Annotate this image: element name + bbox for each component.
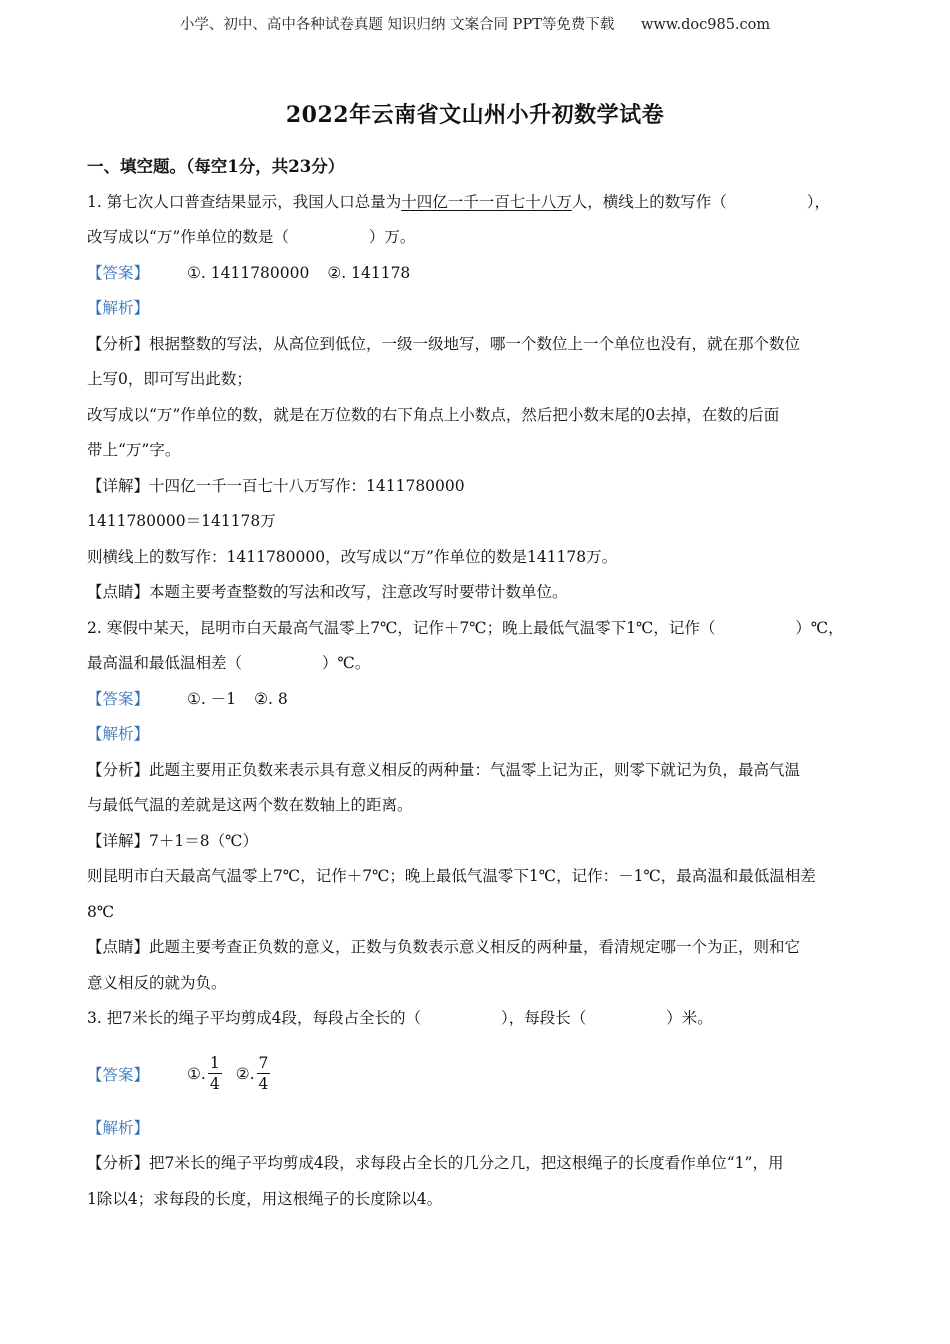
section-heading: 一、填空题。（每空1分，共23分） [87, 157, 345, 176]
page-title: 2022年云南省文山州小升初数学试卷 [285, 102, 665, 128]
q1-detail-1 [87, 469, 867, 505]
q3-answer-1-prefix: ①. [187, 1064, 206, 1083]
q2-line-2 [87, 646, 867, 682]
fenxi-label: 【分析】 [87, 334, 150, 353]
q3-answer-1-denominator: 4 [209, 1075, 220, 1093]
dianjing-label: 【点睛】 [87, 938, 150, 956]
q1-line2a: 改写成以“万”作单位的数是（ [87, 228, 289, 246]
q1-fenxi-text-1: 根据整数的写法，从高位到低位，一级一级地写，哪一个数位上一个单位也没有，就在那个数位 [149, 334, 801, 353]
detail-label: 【详解】 [87, 476, 150, 495]
header-site: www.doc985.com [640, 17, 771, 33]
answer-label: 【答案】 [87, 1065, 150, 1084]
q1-line2b: ）万。 [368, 228, 416, 246]
q3-fenxi-2: 1除以4；求每段的长度，用这根绳子的长度除以4。 [87, 1189, 443, 1208]
q1-fenxi-2: 上写0，即可写出此数； [87, 370, 252, 388]
fenxi-label: 【分析】 [87, 1154, 150, 1172]
analysis-label: 【解析】 [87, 1118, 150, 1137]
q3-answer-2-denominator: 4 [258, 1075, 269, 1093]
q3-fenxi-text-1: 把7米长的绳子平均剪成4段，求每段占全长的几分之几，把这根绳子的长度看作单位“1”，用 [149, 1154, 784, 1172]
q2-dianjing-2: 意义相反的就为负。 [87, 973, 227, 992]
q3-line1b: ），每段长（ [500, 1009, 587, 1027]
q2-detail-3: 8℃ [87, 902, 115, 921]
q2-fenxi-2: 与最低气温的差就是这两个数在数轴上的距离。 [87, 796, 413, 814]
q2-fenxi-text-1: 此题主要用正负数来表示具有意义相反的两种量：气温零上记为正，则零下就记为负，最高气温 [149, 760, 801, 779]
q1-dianjing-text: 本题主要考查整数的写法和改写，注意改写时要带计数单位。 [149, 583, 568, 601]
q2-detail-1 [87, 824, 867, 860]
dianjing-label: 【点睛】 [87, 583, 150, 601]
detail-label: 【详解】 [87, 831, 150, 850]
header-text: 小学、初中、高中各种试卷真题 知识归纳 文案合同 PPT等免费下载 [179, 17, 615, 33]
q1-lead: 1. 第七次人口普查结果显示，我国人口总量为 [87, 192, 402, 211]
analysis-label: 【解析】 [87, 299, 150, 317]
q1-answer-2: ②. 141178 [327, 263, 411, 282]
q2-dianjing-text-1: 此题主要考查正负数的意义，正数与负数表示意义相反的两种量，看清规定哪一个为正，则和它 [149, 938, 801, 956]
q1-line-1 [87, 185, 867, 221]
q1-answer-1: ①. 1411780000 [187, 263, 310, 282]
analysis-label: 【解析】 [87, 725, 150, 743]
q2-answer-row [87, 682, 867, 718]
q1-fenxi-3: 改写成以“万”作单位的数，就是在万位数的右下角点上小数点，然后把小数末尾的0去掉，在数的后面 [87, 405, 780, 424]
q1-tail: 人，横线上的数写作（ [571, 192, 727, 211]
q3-answer-row [87, 1037, 867, 1111]
q1-dianjing [87, 575, 867, 611]
q1-detail-text-1: 十四亿一千一百七十八万写作：1411780000 [149, 476, 465, 495]
q1-fenxi-4: 带上“万”字。 [87, 441, 181, 459]
q3-answer-2-numerator: 7 [257, 1055, 271, 1074]
q3-answer-2-prefix: ②. [235, 1064, 255, 1083]
q1-line-2 [87, 220, 867, 256]
answer-label: 【答案】 [87, 263, 150, 282]
q3-answer-1-fraction [208, 1055, 222, 1093]
page-header [0, 13, 950, 34]
q1-answer-row [87, 256, 867, 292]
q3-fenxi-1 [87, 1146, 867, 1182]
document-body [87, 149, 867, 1217]
q2-dianjing-1 [87, 930, 867, 966]
fenxi-label: 【分析】 [87, 760, 150, 779]
q1-detail-3: 则横线上的数写作：1411780000，改写成以“万”作单位的数是141178万。 [87, 547, 618, 566]
q1-close: ）， [806, 192, 831, 211]
q1-underlined: 十四亿一千一百七十八万 [401, 192, 572, 211]
q3-line1a: 3. 把7米长的绳子平均剪成4段，每段占全长的（ [87, 1009, 421, 1027]
q2-line2b: ）℃。 [322, 654, 371, 672]
q2-answer-2: ②. 8 [254, 689, 288, 708]
q2-line2a: 最高温和最低温相差（ [87, 654, 243, 672]
answer-label: 【答案】 [87, 689, 150, 708]
q2-detail-2: 则昆明市白天最高气温零上7℃，记作＋7℃；晚上最低气温零下1℃，记作：－1℃，最高温和最低温相差 [87, 867, 816, 885]
q2-answer-1: ①. －1 [187, 689, 237, 708]
q2-detail-text-1: 7＋1＝8（℃） [149, 831, 258, 850]
q3-answer-2-fraction [257, 1055, 271, 1093]
q2-fenxi-1 [87, 753, 867, 789]
q1-detail-2: 1411780000＝141178万 [87, 512, 276, 530]
q2-line-1 [87, 611, 867, 647]
q2-line1b: ）℃， [795, 618, 844, 637]
q2-line1a: 2. 寒假中某天，昆明市白天最高气温零上7℃，记作＋7℃；晚上最低气温零下1℃，记作（ [87, 618, 716, 637]
q1-fenxi-1 [87, 327, 867, 363]
q3-line-1 [87, 1001, 867, 1037]
q3-answer-1-numerator: 1 [208, 1055, 222, 1074]
q3-line1c: ）米。 [666, 1009, 713, 1027]
